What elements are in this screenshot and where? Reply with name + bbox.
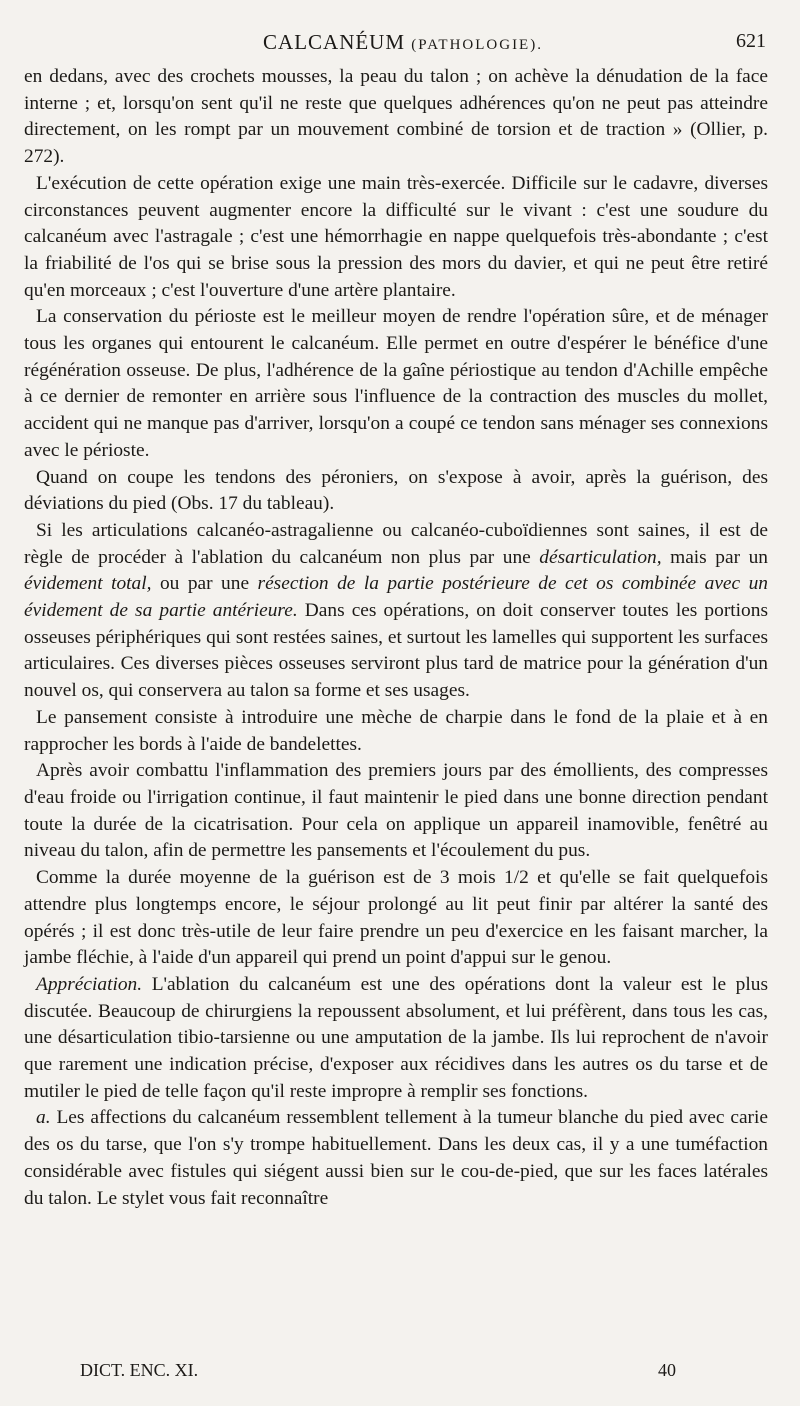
- paragraph: [24, 865, 768, 972]
- paragraph: [24, 518, 768, 705]
- page-number: 621: [736, 30, 766, 52]
- running-header: [38, 30, 768, 60]
- text-run: L'ablation du calcanéum est une des opérations dont la valeur est le plus discutée. Beaucoup de chirurgiens la repoussent absolument, et lui préfèrent, dans tous les cas, une désarticulation tibio-tarsienne ou une amputation de la jambe. Ils lui reprochent de n'avoir que rarement une indication précise, d'exposer aux récidives dans les autres os du tarse et de mutiler le pied de telle façon qu'il reste impropre à remplir ses fonctions.: [24, 973, 768, 1102]
- running-title: [38, 30, 768, 55]
- text-run: Le pansement consiste à introduire une mèche de charpie dans le fond de la plaie et à en rapprocher les bords à l'aide de bandelettes.: [24, 706, 768, 755]
- running-title-section: (PATHOLOGIE).: [411, 37, 543, 53]
- italic-run: Appréciation.: [36, 973, 143, 995]
- paragraph: [24, 64, 768, 171]
- italic-run: résection de la partie postérieure de cet os combinée avec un évidement de sa partie antérieure.: [24, 573, 769, 622]
- paragraph: [24, 304, 768, 464]
- page-footer: [80, 1360, 720, 1386]
- text-run: Comme la durée moyenne de la guérison est de 3 mois 1/2 et qu'elle se fait quelquefois attendre plus longtemps encore, le séjour prolongé au lit peut finir par altérer la santé des opérés ; il est donc très-utile de leur faire prendre un peu d'exercice en les faisant marcher, la jambe fléchie, à l'aide d'un appareil qui prend un point d'appui sur le genou.: [24, 867, 768, 969]
- paragraph: [24, 171, 768, 305]
- text-run: L'exécution de cette opération exige une main très-exercée. Difficile sur le cadavre, diverses circonstances peuvent augmenter encore la difficulté sur le vivant : c'est une soudure du calcanéum avec l'astragale ; c'est une hémorrhagie en nappe quelquefois très-abondante ; c'est la friabilité de l'os qui se brise sous la pression des mors du davier, et qui ne peut être retiré qu'en morceaux ; c'est l'ouverture d'une artère plantaire.: [24, 172, 768, 301]
- text-run: Si les articulations calcanéo-astragalienne ou calcanéo-cuboïdiennes sont saines, il est de règle de procéder à l'ablation du calcanéum non plus par une: [24, 519, 768, 568]
- running-title-main: CALCANÉUM: [263, 30, 406, 54]
- italic-run: désarticulation,: [539, 546, 662, 568]
- text-run: Dans ces opérations, on doit conserver toutes les portions osseuses périphériques qui sont restées saines, et surtout les lamelles qui supportent les surfaces articulaires. Ces diverses pièces osseuses serviront plus tard de matrice pour la génération d'un nouvel os, qui conservera au talon sa forme et ses usages.: [24, 600, 768, 702]
- italic-run: évidement total,: [24, 573, 152, 595]
- sheet-number: 40: [658, 1360, 676, 1380]
- paragraph: [24, 1105, 768, 1212]
- body-text: [24, 64, 768, 1212]
- signature-mark: DICT. ENC. XI.: [80, 1360, 199, 1380]
- text-run: en dedans, avec des crochets mousses, la peau du talon ; on achève la dénudation de la face interne ; et, lorsqu'on sent qu'il ne reste que quelques adhérences qu'on ne peut pas atteindre directement, on les rompt par un mouvement combiné de torsion et de traction » (Ollier, p. 272).: [24, 66, 768, 168]
- text-run: mais par un: [661, 546, 768, 568]
- paragraph: [24, 972, 768, 1106]
- text-run: Les affections du calcanéum ressemblent tellement à la tumeur blanche du pied avec carie des os du tarse, que l'on s'y trompe habituellement. Dans les deux cas, il y a une tuméfaction considérable avec fistules qui siégent aussi bien sur le cou-de-pied, que sur les faces latérales du talon. Le stylet vous fait reconnaître: [24, 1107, 768, 1209]
- paragraph: [24, 705, 768, 758]
- paragraph: [24, 465, 768, 518]
- italic-run: a.: [36, 1107, 51, 1129]
- paragraph: [24, 758, 768, 865]
- text-run: ou par une: [151, 573, 258, 595]
- text-run: Après avoir combattu l'inflammation des premiers jours par des émollients, des compresses d'eau froide ou l'irrigation continue, il faut maintenir le pied dans une bonne direction pendant toute la durée de la cicatrisation. Pour cela on applique un appareil inamovible, fenêtré au niveau du talon, afin de permettre les pansements et l'écoulement du pus.: [24, 760, 768, 862]
- text-run: Quand on coupe les tendons des péroniers, on s'expose à avoir, après la guérison, des déviations du pied (Obs. 17 du tableau).: [24, 466, 768, 515]
- text-run: La conservation du périoste est le meilleur moyen de rendre l'opération sûre, et de ménager tous les organes qui entourent le calcanéum. Elle permet en outre d'espérer le bénéfice d'une régénération osseuse. De plus, l'adhérence de la gaîne périostique au tendon d'Achille empêche à ce dernier de remonter en arrière sous l'influence de la contraction des muscles du mollet, accident qui ne manque pas d'arriver, lorsqu'on a coupé ce tendon sans ménager ses connexions avec le périoste.: [24, 306, 768, 461]
